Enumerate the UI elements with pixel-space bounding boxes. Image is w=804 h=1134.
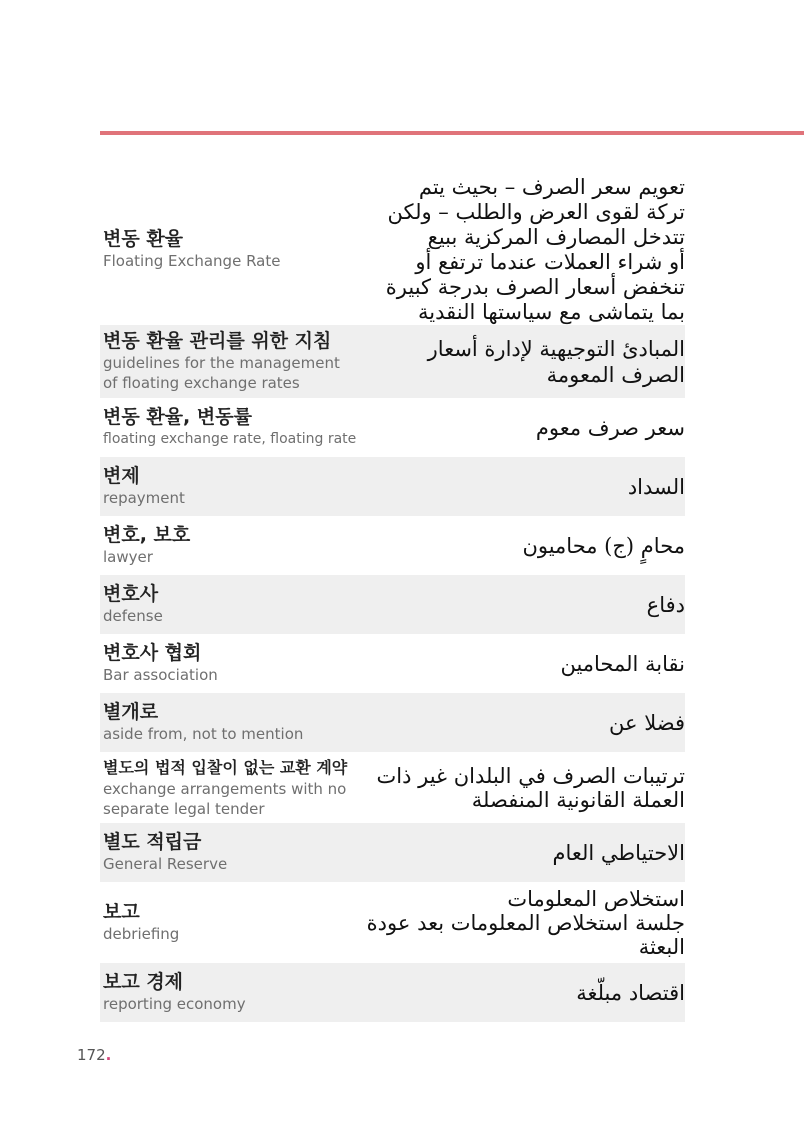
arabic-term: نقابة المحامين: [560, 651, 685, 676]
term-cell: [103, 228, 353, 271]
table-row: [100, 752, 685, 823]
english-term: Bar association: [103, 666, 218, 684]
korean-term: 변호사 협회: [103, 642, 202, 664]
korean-term: 변제: [103, 465, 140, 487]
arabic-term: السداد: [627, 474, 685, 499]
glossary-table: [100, 174, 685, 1022]
english-term: guidelines for the management of floating exchange rates: [103, 354, 340, 392]
english-term: Floating Exchange Rate: [103, 252, 281, 270]
term-cell: [103, 756, 358, 819]
table-row: [100, 575, 685, 634]
arabic-term: فضلا عن: [609, 710, 685, 735]
term-cell: [103, 406, 363, 449]
page-number-dot: .: [105, 1046, 112, 1064]
english-term: defense: [103, 607, 163, 625]
term-cell: [103, 701, 353, 744]
english-term: General Reserve: [103, 855, 228, 873]
term-cell: [103, 642, 353, 685]
english-term: floating exchange rate, floating rate: [103, 431, 357, 447]
arabic-term: المبادئ التوجيهية لإدارة أسعار الصرف المعومة: [427, 336, 685, 387]
arabic-term: استخلاص المعلومات جلسة استخلاص المعلومات بعد عودة البعثة: [366, 886, 685, 959]
korean-term: 별개로: [103, 701, 159, 723]
table-row: [100, 516, 685, 575]
table-row: [100, 634, 685, 693]
table-row: [100, 174, 685, 325]
korean-term: 별도의 법적 입찰이 없는 교환 계약: [103, 758, 348, 777]
arabic-term: سعر صرف معوم: [535, 415, 685, 440]
table-row: [100, 882, 685, 963]
arabic-term: ترتيبات الصرف في البلدان غير ذات العملة القانونية المنفصلة: [376, 763, 685, 812]
term-cell: [103, 330, 353, 393]
korean-term: 변동 환율 관리를 위한 지침: [103, 330, 332, 352]
table-row: [100, 963, 685, 1022]
top-accent-rule: [100, 131, 804, 135]
english-term: reporting economy: [103, 995, 246, 1013]
arabic-term: محامٍ (ج) محاميون: [522, 533, 685, 558]
korean-term: 변동 환율, 변동률: [103, 406, 252, 428]
korean-term: 변동 환율: [103, 228, 184, 250]
english-term: lawyer: [103, 548, 153, 566]
arabic-term: دفاع: [646, 592, 685, 617]
term-cell: [103, 465, 353, 508]
arabic-term: تعويم سعر الصرف – بحيث يتم تركة لقوى العرض والطلب – ولكن تتدخل المصارف المركزية ببيع أو شراء العملات عندما ترتفع أو تنخفض أسعار الصرف بدرجة كبيرة بما يتماشى مع سياستها النقدية: [385, 174, 685, 324]
page-number-value: 172: [77, 1046, 106, 1064]
arabic-term: الاحتياطي العام: [552, 840, 685, 865]
table-row: [100, 823, 685, 882]
table-row: [100, 325, 685, 398]
korean-term: 별도 적립금: [103, 831, 202, 853]
korean-term: 변호, 보호: [103, 524, 191, 546]
korean-term: 보고 경제: [103, 971, 184, 993]
term-cell: [103, 583, 353, 626]
arabic-term: اقتصاد مبلّغة: [576, 980, 685, 1005]
term-cell: [103, 831, 353, 874]
term-cell: [103, 524, 353, 567]
english-term: repayment: [103, 489, 185, 507]
korean-term: 변호사: [103, 583, 159, 605]
table-row: [100, 693, 685, 752]
term-cell: [103, 901, 353, 944]
table-row: [100, 457, 685, 516]
english-term: exchange arrangements with no separate legal tender: [103, 780, 347, 818]
table-row: [100, 398, 685, 457]
english-term: aside from, not to mention: [103, 725, 304, 743]
english-term: debriefing: [103, 925, 180, 943]
page-number: [77, 1046, 111, 1064]
korean-term: 보고: [103, 901, 140, 923]
term-cell: [103, 971, 353, 1014]
